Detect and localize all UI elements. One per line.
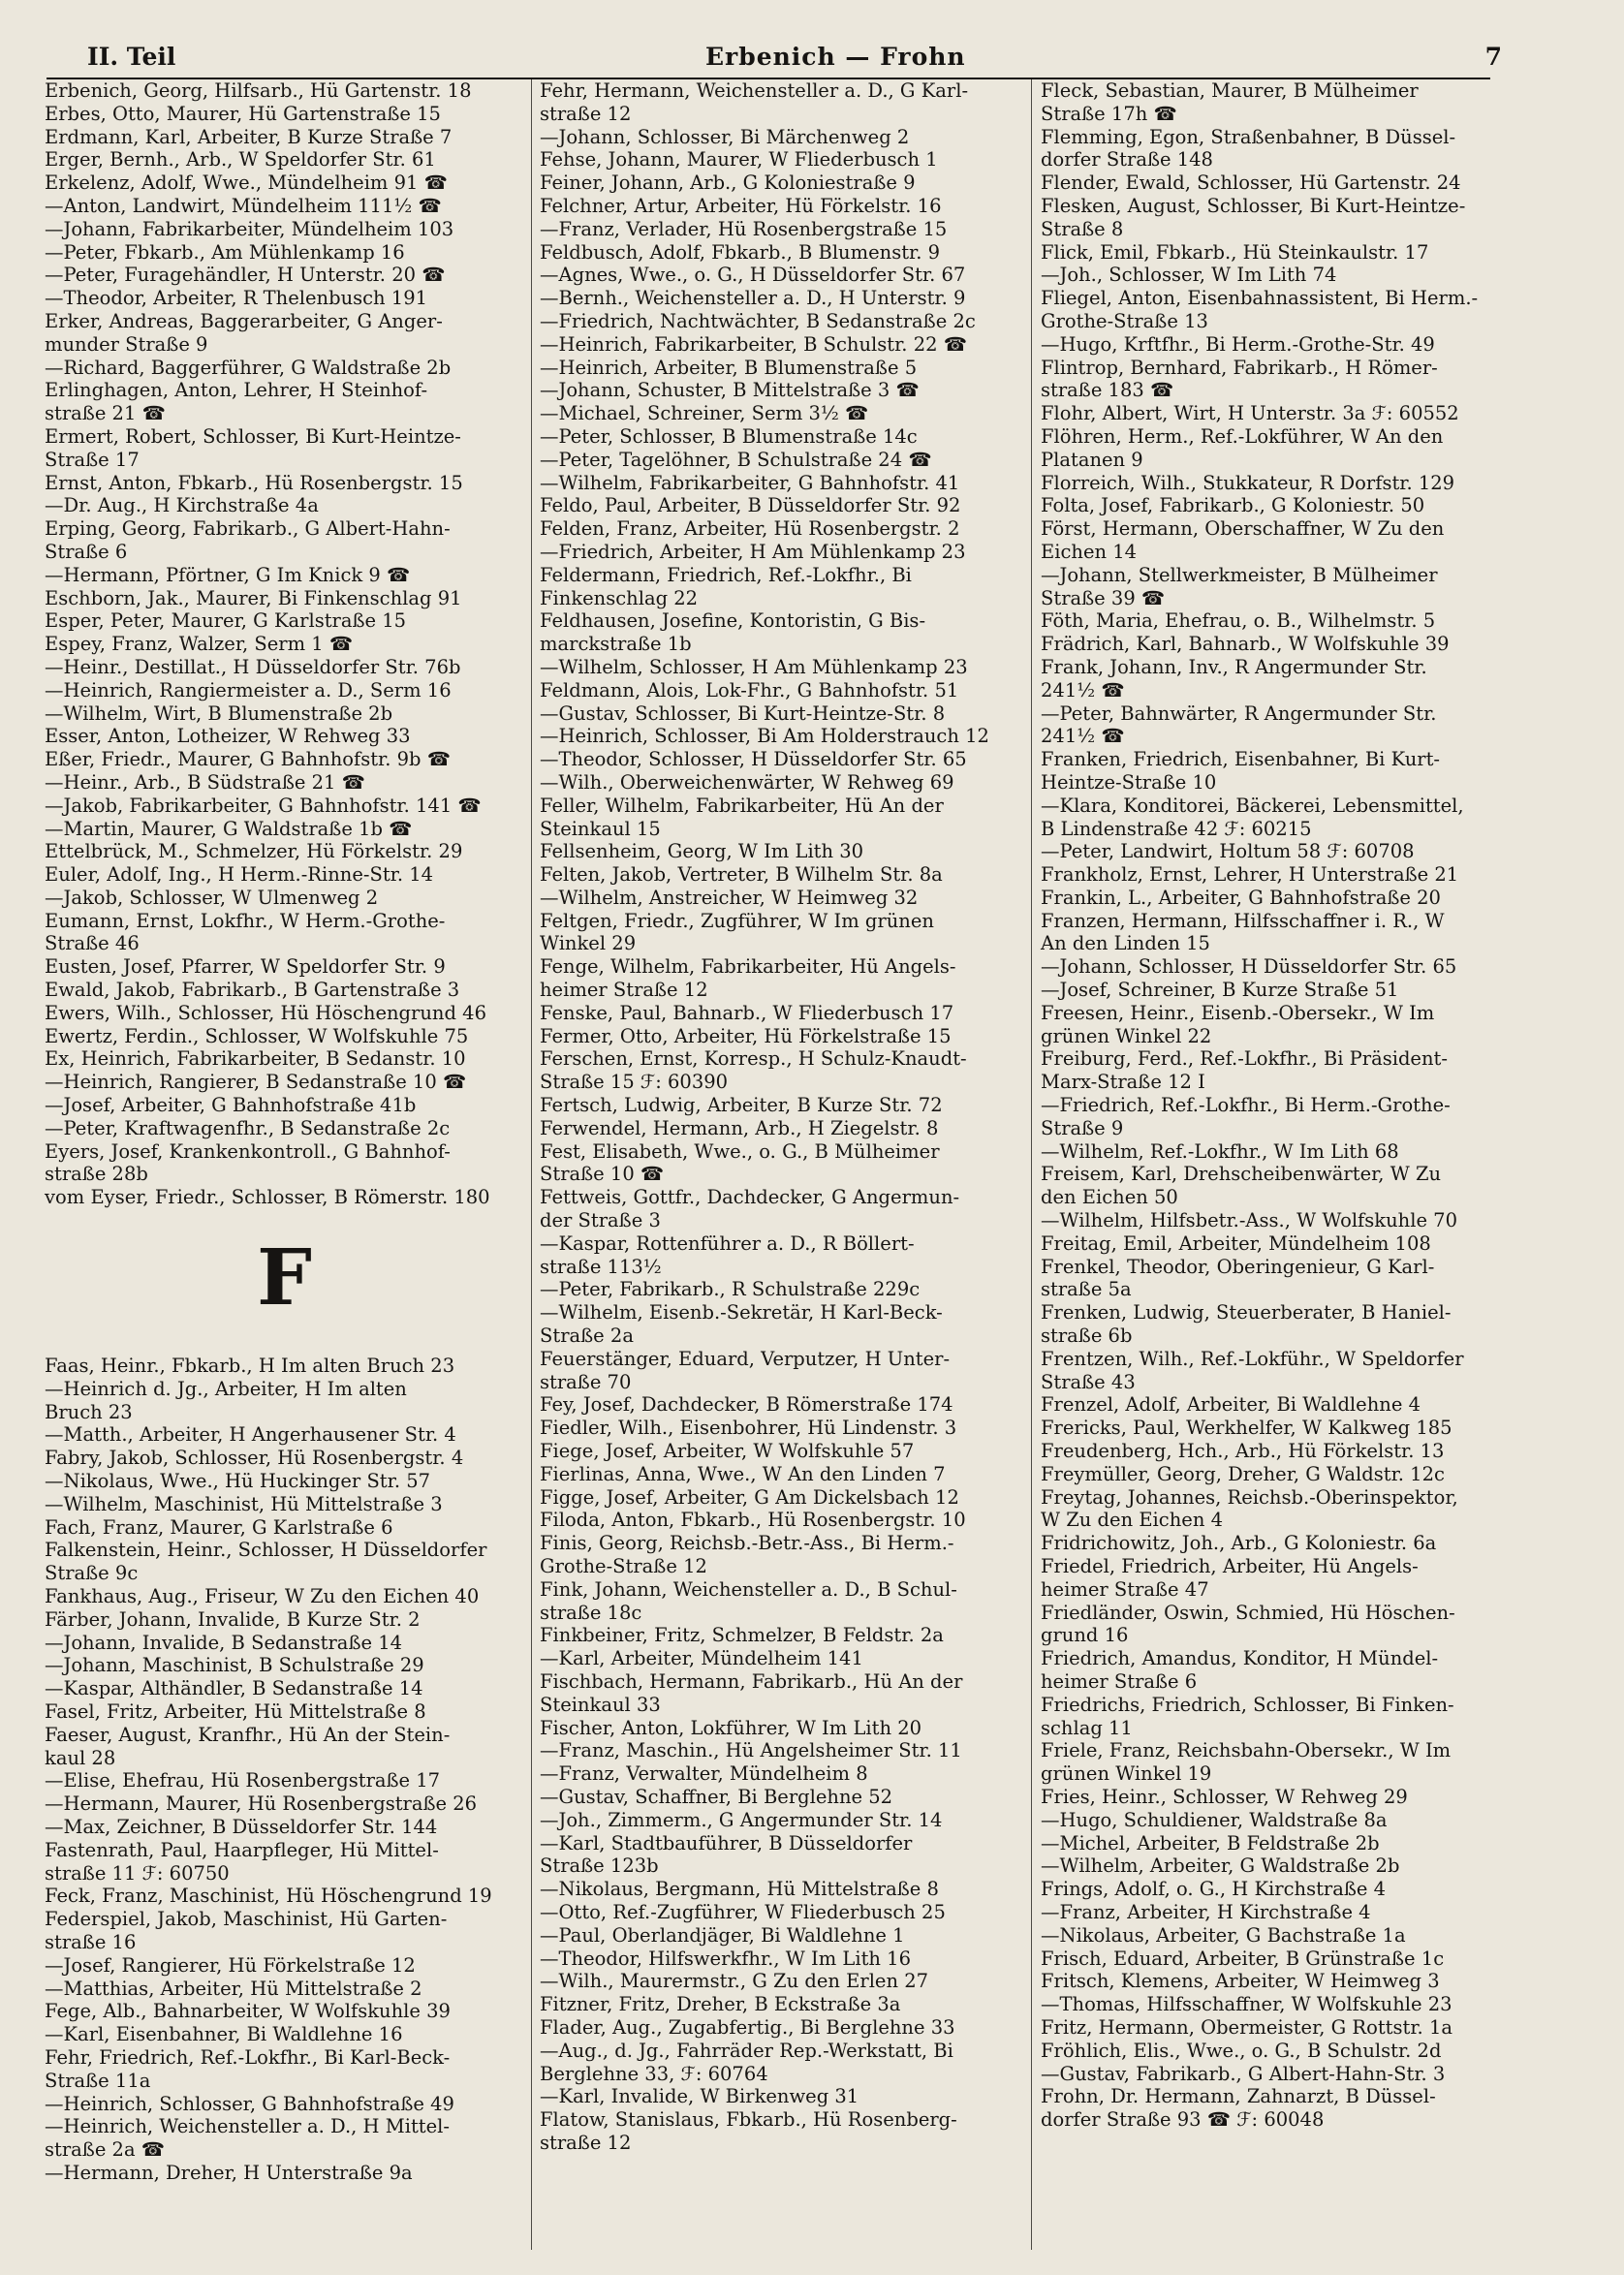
directory-entry: —Peter, Furagehändler, H Unterstr. 20 ☎	[45, 264, 446, 287]
directory-entry: —Peter, Tagelöhner, B Schulstraße 24 ☎	[540, 448, 932, 471]
directory-entry: Straße 8	[1041, 217, 1124, 240]
directory-entry: Fest, Elisabeth, Wwe., o. G., B Mülheimer	[540, 1139, 940, 1163]
directory-entry: Erkelenz, Adolf, Wwe., Mündelheim 91 ☎	[45, 171, 448, 195]
directory-entry: Föth, Maria, Ehefrau, o. B., Wilhelmstr. 5	[1041, 609, 1436, 633]
directory-entry: —Otto, Ref.-Zugführer, W Fliederbusch 25	[540, 1900, 946, 1923]
directory-entry: Franzen, Hermann, Hilfsschaffner i. R., W	[1041, 909, 1445, 932]
directory-entry: —Wilh., Maurermstr., G Zu den Erlen 27	[540, 1970, 929, 1993]
directory-entry: Frenken, Ludwig, Steuerberater, B Haniel-	[1041, 1301, 1452, 1324]
directory-entry: —Gustav, Schaffner, Bi Berglehne 52	[540, 1785, 893, 1808]
directory-entry: —Dr. Aug., H Kirchstraße 4a	[45, 494, 319, 517]
directory-entry: —Heinrich, Rangierer, B Sedanstraße 10 ☎	[45, 1071, 467, 1094]
directory-entry: straße 183 ☎	[1041, 379, 1174, 402]
directory-entry: Fertsch, Ludwig, Arbeiter, B Kurze Str. 72	[540, 1094, 943, 1117]
directory-entry: Friedrich, Amandus, Konditor, H Mündel-	[1041, 1647, 1439, 1670]
directory-entry: Ewald, Jakob, Fabrikarb., B Gartenstraße 3	[45, 979, 460, 1002]
directory-entry: —Nikolaus, Wwe., Hü Huckinger Str. 57	[45, 1470, 431, 1493]
directory-entry: Grothe-Straße 12	[540, 1555, 707, 1577]
directory-entry: Fischer, Anton, Lokführer, W Im Lith 20	[540, 1716, 922, 1739]
directory-entry: —Agnes, Wwe., o. G., H Düsseldorfer Str. 67	[540, 264, 966, 287]
directory-entry: B Lindenstraße 42 ℱ: 60215	[1041, 817, 1312, 840]
directory-entry: Fastenrath, Paul, Haarpfleger, Hü Mittel-	[45, 1838, 439, 1861]
directory-entry: Erdmann, Karl, Arbeiter, B Kurze Straße 7	[45, 125, 453, 148]
directory-entry: Straße 9c	[45, 1562, 139, 1585]
directory-entry: —Johann, Invalide, B Sedanstraße 14	[45, 1631, 403, 1654]
directory-entry: Frankholz, Ernst, Lehrer, H Unterstraße 21	[1041, 863, 1459, 887]
directory-entry: —Heinr., Arb., B Südstraße 21 ☎	[45, 770, 365, 794]
directory-entry: Felchner, Artur, Arbeiter, Hü Förkelstr. 16	[540, 194, 942, 217]
directory-entry: —Jakob, Fabrikarbeiter, G Bahnhofstr. 141 ☎	[45, 794, 482, 817]
directory-entry: Straße 39 ☎	[1041, 586, 1166, 609]
directory-entry: —Friedrich, Nachtwächter, B Sedanstraße 2c	[540, 309, 976, 332]
directory-entry: —Hermann, Pförtner, G Im Knick 9 ☎	[45, 563, 411, 586]
directory-entry: —Heinrich, Weichensteller a. D., H Mittel-	[45, 2115, 451, 2138]
directory-entry: —Wilhelm, Arbeiter, G Waldstraße 2b	[1041, 1854, 1400, 1878]
directory-entry: Feldbusch, Adolf, Fbkarb., B Blumenstr. 9	[540, 240, 941, 264]
directory-entry: straße 12	[540, 102, 632, 125]
directory-entry: Feldermann, Friedrich, Ref.-Lokfhr., Bi	[540, 563, 912, 586]
directory-entry: —Gustav, Schlosser, Bi Kurt-Heintze-Str. 8	[540, 701, 946, 725]
directory-entry: Frädrich, Karl, Bahnarb., W Wolfskuhle 39	[1041, 633, 1450, 656]
directory-entry: Fehr, Friedrich, Ref.-Lokfhr., Bi Karl-Beck-	[45, 2045, 451, 2069]
directory-entry: straße 18c	[540, 1601, 642, 1624]
directory-entry: —Peter, Landwirt, Holtum 58 ℱ: 60708	[1041, 840, 1415, 863]
directory-entry: Berglehne 33, ℱ: 60764	[540, 2062, 768, 2085]
directory-entry: Friedrichs, Friedrich, Schlosser, Bi Finken-	[1041, 1693, 1454, 1716]
directory-entry: —Heinrich, Rangiermeister a. D., Serm 16	[45, 678, 452, 701]
directory-entry: —Hugo, Schuldiener, Waldstraße 8a	[1041, 1808, 1388, 1831]
directory-entry: Först, Hermann, Oberschaffner, W Zu den	[1041, 517, 1445, 541]
directory-entry: straße 70	[540, 1370, 632, 1393]
directory-entry: —Wilhelm, Anstreicher, W Heimweg 32	[540, 886, 919, 909]
directory-entry: Marx-Straße 12 I	[1041, 1071, 1205, 1094]
directory-entry: —Karl, Invalide, W Birkenweg 31	[540, 2085, 859, 2108]
directory-entry: —Matth., Arbeiter, H Angerhausener Str. 4	[45, 1423, 456, 1447]
directory-entry: Finkbeiner, Fritz, Schmelzer, B Feldstr. 2a	[540, 1624, 944, 1647]
directory-entry: Flick, Emil, Fbkarb., Hü Steinkaulstr. 17	[1041, 240, 1429, 264]
directory-entry: Straße 10 ☎	[540, 1163, 665, 1186]
directory-entry: Ernst, Anton, Fbkarb., Hü Rosenbergstr. 15	[45, 471, 463, 494]
directory-entry: An den Linden 15	[1041, 932, 1210, 955]
directory-entry: Feck, Franz, Maschinist, Hü Höschengrund 19	[45, 1885, 492, 1908]
directory-entry: dorfer Straße 93 ☎ ℱ: 60048	[1041, 2108, 1325, 2132]
directory-entry: Felten, Jakob, Vertreter, B Wilhelm Str. 8a	[540, 863, 943, 887]
directory-entry: Freisem, Karl, Drehscheibenwärter, W Zu	[1041, 1163, 1442, 1186]
page-number: 7	[1484, 43, 1502, 71]
directory-entry: Fröhlich, Elis., Wwe., o. G., B Schulstr. 2d	[1041, 2039, 1442, 2062]
directory-entry: Fleck, Sebastian, Maurer, B Mülheimer	[1041, 79, 1419, 102]
directory-entry: den Eichen 50	[1041, 1186, 1178, 1209]
directory-entry: —Elise, Ehefrau, Hü Rosenbergstraße 17	[45, 1769, 441, 1792]
directory-entry: Straße 9	[1041, 1116, 1124, 1139]
directory-entry: —Michel, Arbeiter, B Feldstraße 2b	[1041, 1831, 1380, 1854]
directory-entry: Fierlinas, Anna, Wwe., W An den Linden 7	[540, 1462, 946, 1485]
directory-entry: Friedel, Friedrich, Arbeiter, Hü Angels-	[1041, 1555, 1419, 1577]
directory-entry: Straße 17	[45, 448, 140, 471]
directory-entry: Eyers, Josef, Krankenkontroll., G Bahnhof-	[45, 1139, 451, 1163]
directory-entry: straße 11 ℱ: 60750	[45, 1861, 230, 1885]
directory-entry: Franken, Friedrich, Eisenbahner, Bi Kurt-	[1041, 748, 1441, 771]
directory-entry: Esper, Peter, Maurer, G Karlstraße 15	[45, 609, 407, 633]
directory-entry: Fenske, Paul, Bahnarb., W Fliederbusch 17	[540, 1001, 954, 1024]
directory-entry: —Johann, Schlosser, H Düsseldorfer Str. 65	[1041, 955, 1457, 979]
directory-entry: Feltgen, Friedr., Zugführer, W Im grünen	[540, 909, 934, 932]
directory-entry: —Karl, Eisenbahner, Bi Waldlehne 16	[45, 2023, 403, 2046]
directory-entry: Freitag, Emil, Arbeiter, Mündelheim 108	[1041, 1231, 1431, 1255]
directory-entry: W Zu den Eichen 4	[1041, 1509, 1223, 1532]
directory-entry: Ewertz, Ferdin., Schlosser, W Wolfskuhle 75	[45, 1024, 469, 1047]
directory-entry: Frankin, L., Arbeiter, G Bahnhofstraße 20	[1041, 886, 1441, 909]
directory-entry: —Hermann, Dreher, H Unterstraße 9a	[45, 2161, 413, 2184]
directory-entry: Fasel, Fritz, Arbeiter, Hü Mittelstraße 8	[45, 1700, 426, 1723]
directory-entry: Feldhausen, Josefine, Kontoristin, G Bis-	[540, 609, 926, 633]
directory-entry: Felden, Franz, Arbeiter, Hü Rosenbergstr. 2	[540, 517, 960, 541]
directory-entry: Freudenberg, Hch., Arb., Hü Förkelstr. 13	[1041, 1440, 1445, 1463]
directory-entry: Fabry, Jakob, Schlosser, Hü Rosenbergstr. 4	[45, 1447, 464, 1470]
directory-entry: Eichen 14	[1041, 540, 1138, 563]
part-label: II. Teil	[87, 43, 176, 71]
directory-entry: —Matthias, Arbeiter, Hü Mittelstraße 2	[45, 1977, 422, 2000]
entry-list	[45, 79, 524, 1209]
directory-entry: —Peter, Fbkarb., Am Mühlenkamp 16	[45, 240, 405, 264]
directory-entry: der Straße 3	[540, 1209, 661, 1232]
directory-entry: —Wilhelm, Hilfsbetr.-Ass., W Wolfskuhle 70	[1041, 1209, 1457, 1232]
directory-entry: Feldmann, Alois, Lok-Fhr., G Bahnhofstr. 51	[540, 678, 959, 701]
directory-entry: Euler, Adolf, Ing., H Herm.-Rinne-Str. 14	[45, 863, 434, 887]
directory-entry: Straße 46	[45, 932, 140, 955]
directory-entry: —Heinrich, Schlosser, G Bahnhofstraße 49	[45, 2092, 454, 2115]
directory-entry: Straße 6	[45, 540, 128, 563]
directory-entry: —Wilhelm, Eisenb.-Sekretär, H Karl-Beck-	[540, 1301, 943, 1324]
directory-entry: Frenzel, Adolf, Arbeiter, Bi Waldlehne 4	[1041, 1393, 1421, 1417]
directory-entry: —Joh., Schlosser, W Im Lith 74	[1041, 264, 1337, 287]
directory-entry: Espey, Franz, Walzer, Serm 1 ☎	[45, 633, 354, 656]
directory-entry: Winkel 29	[540, 932, 637, 955]
directory-entry: —Max, Zeichner, B Düsseldorfer Str. 144	[45, 1815, 438, 1838]
directory-entry: Fettweis, Gottfr., Dachdecker, G Angermun-	[540, 1186, 960, 1209]
directory-entry: Heintze-Straße 10	[1041, 770, 1217, 794]
column-divider	[1031, 79, 1032, 2250]
directory-entry: straße 12	[540, 2131, 632, 2154]
directory-entry: kaul 28	[45, 1746, 116, 1769]
directory-entry: —Theodor, Schlosser, H Düsseldorfer Str. 65	[540, 748, 967, 771]
directory-entry: Flesken, August, Schlosser, Bi Kurt-Heintze-	[1041, 194, 1466, 217]
directory-entry: Figge, Josef, Arbeiter, G Am Dickelsbach 12	[540, 1485, 959, 1509]
directory-entry: Straße 123b	[540, 1854, 659, 1878]
directory-entry: Frenkel, Theodor, Oberingenieur, G Karl-	[1041, 1255, 1435, 1278]
directory-entry: Ettelbrück, M., Schmelzer, Hü Förkelstr. 29	[45, 840, 463, 863]
column-3	[1041, 79, 1520, 2132]
directory-entry: —Wilhelm, Fabrikarbeiter, G Bahnhofstr. 41	[540, 471, 960, 494]
directory-entry: —Wilh., Oberweichenwärter, W Rehweg 69	[540, 770, 954, 794]
directory-entry: —Johann, Maschinist, B Schulstraße 29	[45, 1654, 424, 1677]
directory-entry: Finis, Georg, Reichsb.-Betr.-Ass., Bi Herm.-	[540, 1532, 954, 1555]
directory-entry: Flintrop, Bernhard, Fabrikarb., H Römer-	[1041, 356, 1438, 379]
entry-list	[45, 1355, 524, 2185]
directory-entry: straße 2a ☎	[45, 2138, 166, 2162]
directory-entry: Falkenstein, Heinr., Schlosser, H Düsseldorfer	[45, 1539, 487, 1562]
directory-entry: Fehse, Johann, Maurer, W Fliederbusch 1	[540, 148, 938, 171]
directory-entry: —Heinrich, Fabrikarbeiter, B Schulstr. 22 ☎	[540, 332, 968, 356]
directory-entry: Fiege, Josef, Arbeiter, W Wolfskuhle 57	[540, 1440, 915, 1463]
directory-entry: —Johann, Fabrikarbeiter, Mündelheim 103	[45, 217, 454, 240]
directory-entry: schlag 11	[1041, 1716, 1133, 1739]
directory-entry: —Thomas, Hilfsschaffner, W Wolfskuhle 23	[1041, 1993, 1452, 2016]
directory-entry: Straße 2a	[540, 1324, 634, 1348]
directory-entry: —Josef, Arbeiter, G Bahnhofstraße 41b	[45, 1094, 417, 1117]
directory-entry: Frisch, Eduard, Arbeiter, B Grünstraße 1c	[1041, 1947, 1445, 1970]
directory-entry: 241½ ☎	[1041, 725, 1125, 748]
directory-entry: —Klara, Konditorei, Bäckerei, Lebensmittel,	[1041, 794, 1464, 817]
directory-entry: dorfer Straße 148	[1041, 148, 1213, 171]
directory-entry: —Wilhelm, Maschinist, Hü Mittelstraße 3	[45, 1492, 443, 1515]
directory-entry: Fey, Josef, Dachdecker, B Römerstraße 174	[540, 1393, 953, 1417]
directory-entry: —Paul, Oberlandjäger, Bi Waldlehne 1	[540, 1923, 905, 1947]
directory-entry: Fenge, Wilhelm, Fabrikarbeiter, Hü Angels-	[540, 955, 956, 979]
directory-entry: Feldo, Paul, Arbeiter, B Düsseldorfer Str. 92	[540, 494, 961, 517]
directory-entry: Fries, Heinr., Schlosser, W Rehweg 29	[1041, 1785, 1408, 1808]
directory-entry: Friedländer, Oswin, Schmied, Hü Höschen-	[1041, 1601, 1455, 1624]
directory-entry: —Martin, Maurer, G Waldstraße 1b ☎	[45, 817, 413, 840]
directory-entry: —Peter, Fabrikarb., R Schulstraße 229c	[540, 1278, 921, 1301]
directory-entry: —Johann, Schuster, B Mittelstraße 3 ☎	[540, 379, 920, 402]
directory-entry: Erbenich, Georg, Hilfsarb., Hü Gartenstr. 18	[45, 79, 472, 102]
directory-entry: —Kaspar, Rottenführer a. D., R Böllert-	[540, 1231, 915, 1255]
directory-entry: 241½ ☎	[1041, 678, 1125, 701]
directory-entry: —Peter, Kraftwagenfhr., B Sedanstraße 2c	[45, 1116, 451, 1139]
directory-entry: Ex, Heinrich, Fabrikarbeiter, B Sedanstr. 10	[45, 1047, 466, 1071]
directory-entry: —Franz, Verlader, Hü Rosenbergstraße 15	[540, 217, 948, 240]
directory-entry: Frank, Johann, Inv., R Angermunder Str.	[1041, 655, 1427, 678]
entry-list	[1041, 79, 1520, 2132]
directory-entry: Ferschen, Ernst, Korresp., H Schulz-Knaudt-	[540, 1047, 967, 1071]
directory-entry: —Heinr., Destillat., H Düsseldorfer Str. 76b	[45, 655, 461, 678]
directory-entry: Fliegel, Anton, Eisenbahnassistent, Bi Herm.-	[1041, 287, 1479, 310]
directory-entry: Fiedler, Wilh., Eisenbohrer, Hü Lindenstr. 3	[540, 1417, 957, 1440]
directory-entry: Eschborn, Jak., Maurer, Bi Finkenschlag 91	[45, 586, 462, 609]
directory-entry: —Johann, Stellwerkmeister, B Mülheimer	[1041, 563, 1438, 586]
directory-entry: Freiburg, Ferd., Ref.-Lokfhr., Bi Präsident-	[1041, 1047, 1448, 1071]
directory-entry: —Peter, Bahnwärter, R Angermunder Str.	[1041, 701, 1437, 725]
directory-entry: vom Eyser, Friedr., Schlosser, B Römerstr. 180	[45, 1186, 490, 1209]
entry-list	[540, 79, 1019, 2155]
directory-entry: Flader, Aug., Zugabfertig., Bi Berglehne 33	[540, 2015, 955, 2039]
directory-entry: Friele, Franz, Reichsbahn-Obersekr., W Im	[1041, 1739, 1452, 1762]
directory-entry: Finkenschlag 22	[540, 586, 699, 609]
directory-entry: Freymüller, Georg, Dreher, G Waldstr. 12c	[1041, 1462, 1445, 1485]
directory-entry: Feuerstänger, Eduard, Verputzer, H Unter-	[540, 1347, 951, 1370]
directory-entry: —Friedrich, Ref.-Lokfhr., Bi Herm.-Grothe-	[1041, 1094, 1451, 1117]
directory-entry: Flender, Ewald, Schlosser, Hü Gartenstr. 24	[1041, 171, 1461, 195]
directory-entry: munder Straße 9	[45, 332, 208, 356]
directory-entry: Ermert, Robert, Schlosser, Bi Kurt-Heintze-	[45, 424, 461, 448]
directory-entry: Freesen, Heinr., Eisenb.-Obersekr., W Im	[1041, 1001, 1435, 1024]
column-divider	[531, 79, 532, 2250]
directory-entry: grünen Winkel 19	[1041, 1762, 1212, 1786]
directory-entry: straße 5a	[1041, 1278, 1132, 1301]
directory-entry: —Wilhelm, Wirt, B Blumenstraße 2b	[45, 701, 393, 725]
directory-entry: —Aug., d. Jg., Fahrräder Rep.-Werkstatt, Bi	[540, 2039, 953, 2062]
directory-entry: Ferwendel, Hermann, Arb., H Ziegelstr. 8	[540, 1116, 939, 1139]
directory-entry: straße 16	[45, 1930, 137, 1953]
directory-entry: —Josef, Schreiner, B Kurze Straße 51	[1041, 979, 1399, 1002]
directory-entry: Straße 11a	[45, 2069, 151, 2092]
directory-entry: —Anton, Landwirt, Mündelheim 111½ ☎	[45, 194, 442, 217]
directory-entry: straße 28b	[45, 1163, 148, 1186]
directory-entry: —Heinrich, Schlosser, Bi Am Holderstrauch 12	[540, 725, 989, 748]
directory-entry: —Richard, Baggerführer, G Waldstraße 2b	[45, 356, 452, 379]
directory-entry: Bruch 23	[45, 1400, 133, 1423]
directory-entry: —Michael, Schreiner, Serm 3½ ☎	[540, 402, 869, 425]
directory-entry: Fermer, Otto, Arbeiter, Hü Förkelstraße 15	[540, 1024, 952, 1047]
directory-entry: Faas, Heinr., Fbkarb., H Im alten Bruch 23	[45, 1355, 455, 1378]
directory-entry: Feller, Wilhelm, Fabrikarbeiter, Hü An der	[540, 794, 944, 817]
directory-entry: Eusten, Josef, Pfarrer, W Speldorfer Str. 9	[45, 955, 446, 979]
directory-entry: Platanen 9	[1041, 448, 1143, 471]
directory-entry: Freytag, Johannes, Reichsb.-Oberinspektor,	[1041, 1485, 1458, 1509]
directory-entry: Färber, Johann, Invalide, B Kurze Str. 2	[45, 1607, 421, 1631]
directory-entry: Erlinghagen, Anton, Lehrer, H Steinhof-	[45, 379, 428, 402]
directory-entry: —Theodor, Arbeiter, R Thelenbusch 191	[45, 287, 428, 310]
directory-entry: Faeser, August, Kranfhr., Hü An der Stein-	[45, 1723, 451, 1746]
directory-entry: —Heinrich, Arbeiter, B Blumenstraße 5	[540, 356, 918, 379]
directory-entry: —Wilhelm, Ref.-Lokfhr., W Im Lith 68	[1041, 1139, 1399, 1163]
directory-entry: —Nikolaus, Bergmann, Hü Mittelstraße 8	[540, 1878, 939, 1901]
directory-entry: Fitzner, Fritz, Dreher, B Eckstraße 3a	[540, 1993, 901, 2016]
directory-entry: Erbes, Otto, Maurer, Hü Gartenstraße 15	[45, 102, 441, 125]
directory-entry: —Friedrich, Arbeiter, H Am Mühlenkamp 23	[540, 540, 966, 563]
directory-entry: Steinkaul 33	[540, 1693, 661, 1716]
directory-entry: straße 21 ☎	[45, 402, 166, 425]
directory-entry: Frohn, Dr. Hermann, Zahnarzt, B Düssel-	[1041, 2085, 1436, 2108]
directory-entry: heimer Straße 47	[1041, 1577, 1209, 1601]
directory-entry: —Bernh., Weichensteller a. D., H Unterstr. 9	[540, 287, 966, 310]
directory-entry: Fankhaus, Aug., Friseur, W Zu den Eichen 40	[45, 1585, 480, 1608]
directory-entry: Fischbach, Hermann, Fabrikarb., Hü An der	[540, 1669, 963, 1693]
directory-entry: Flemming, Egon, Straßenbahner, B Düssel-	[1041, 125, 1456, 148]
directory-entry: —Karl, Stadtbauführer, B Düsseldorfer	[540, 1831, 913, 1854]
directory-entry: Federspiel, Jakob, Maschinist, Hü Garten-	[45, 1908, 448, 1931]
directory-entry: —Franz, Maschin., Hü Angelsheimer Str. 11	[540, 1739, 962, 1762]
column-2	[540, 79, 1019, 2155]
directory-entry: Fellsenheim, Georg, W Im Lith 30	[540, 840, 864, 863]
directory-entry: Fach, Franz, Maurer, G Karlstraße 6	[45, 1515, 393, 1539]
directory-entry: —Franz, Arbeiter, H Kirchstraße 4	[1041, 1900, 1371, 1923]
directory-entry: Frings, Adolf, o. G., H Kirchstraße 4	[1041, 1878, 1387, 1901]
directory-entry: —Peter, Schlosser, B Blumenstraße 14c	[540, 424, 918, 448]
directory-entry: Erger, Bernh., Arb., W Speldorfer Str. 61	[45, 148, 436, 171]
directory-entry: Grothe-Straße 13	[1041, 309, 1208, 332]
directory-entry: —Jakob, Schlosser, W Ulmenweg 2	[45, 886, 379, 909]
directory-entry: —Hugo, Krftfhr., Bi Herm.-Grothe-Str. 49	[1041, 332, 1435, 356]
directory-entry: Fege, Alb., Bahnarbeiter, W Wolfskuhle 39	[45, 2000, 451, 2023]
directory-entry: —Nikolaus, Arbeiter, G Bachstraße 1a	[1041, 1923, 1406, 1947]
directory-entry: Fridrichowitz, Joh., Arb., G Koloniestr. 6a	[1041, 1532, 1437, 1555]
directory-entry: grund 16	[1041, 1624, 1129, 1647]
directory-entry: —Kaspar, Althändler, B Sedanstraße 14	[45, 1677, 423, 1700]
directory-entry: Fritsch, Klemens, Arbeiter, W Heimweg 3	[1041, 1970, 1440, 1993]
directory-entry: Straße 17h ☎	[1041, 102, 1177, 125]
directory-entry: Esser, Anton, Lotheizer, W Rehweg 33	[45, 725, 411, 748]
section-initial: F	[257, 1231, 312, 1324]
directory-entry: —Franz, Verwalter, Mündelheim 8	[540, 1762, 868, 1786]
directory-entry: Straße 43	[1041, 1370, 1136, 1393]
directory-entry: Frericks, Paul, Werkhelfer, W Kalkweg 185	[1041, 1417, 1452, 1440]
directory-entry: marckstraße 1b	[540, 633, 692, 656]
directory-entry: —Karl, Arbeiter, Mündelheim 141	[540, 1647, 863, 1670]
directory-entry: Flöhren, Herm., Ref.-Lokführer, W An den	[1041, 424, 1444, 448]
directory-entry: Fritz, Hermann, Obermeister, G Rottstr. 1a	[1041, 2015, 1452, 2039]
directory-entry: Erping, Georg, Fabrikarb., G Albert-Hahn-	[45, 517, 451, 541]
name-range: Erbenich — Frohn	[705, 43, 966, 71]
directory-entry: grünen Winkel 22	[1041, 1024, 1212, 1047]
directory-entry: Eumann, Ernst, Lokfhr., W Herm.-Grothe-	[45, 909, 446, 932]
directory-entry: Flatow, Stanislaus, Fbkarb., Hü Rosenberg-	[540, 2108, 957, 2132]
directory-entry: Eßer, Friedr., Maurer, G Bahnhofstr. 9b ☎	[45, 748, 452, 771]
directory-entry: Folta, Josef, Fabrikarb., G Koloniestr. 50	[1041, 494, 1425, 517]
directory-entry: Flohr, Albert, Wirt, H Unterstr. 3a ℱ: 60552	[1041, 402, 1459, 425]
directory-entry: Fink, Johann, Weichensteller a. D., B Schul-	[540, 1577, 957, 1601]
directory-entry: straße 6b	[1041, 1324, 1133, 1348]
directory-entry: Frentzen, Wilh., Ref.-Lokführ., W Speldorfer	[1041, 1347, 1464, 1370]
directory-entry: —Gustav, Fabrikarb., G Albert-Hahn-Str. 3	[1041, 2062, 1446, 2085]
directory-entry: Erker, Andreas, Baggerarbeiter, G Anger-	[45, 309, 443, 332]
directory-entry: heimer Straße 12	[540, 979, 708, 1002]
page-header	[47, 39, 1502, 79]
directory-entry: —Wilhelm, Schlosser, H Am Mühlenkamp 23	[540, 655, 968, 678]
directory-entry: Feiner, Johann, Arb., G Koloniestraße 9	[540, 171, 916, 195]
directory-entry: —Joh., Zimmerm., G Angermunder Str. 14	[540, 1808, 943, 1831]
directory-entry: straße 113½	[540, 1255, 662, 1278]
directory-entry: Ewers, Wilh., Schlosser, Hü Höschengrund 46	[45, 1001, 486, 1024]
directory-entry: Steinkaul 15	[540, 817, 661, 840]
directory-entry: Straße 15 ℱ: 60390	[540, 1071, 729, 1094]
directory-entry: —Heinrich d. Jg., Arbeiter, H Im alten	[45, 1377, 407, 1400]
directory-entry: Fehr, Hermann, Weichensteller a. D., G Karl-	[540, 79, 969, 102]
directory-entry: heimer Straße 6	[1041, 1669, 1198, 1693]
directory-entry: —Hermann, Maurer, Hü Rosenbergstraße 26	[45, 1792, 478, 1816]
directory-entry: —Josef, Rangierer, Hü Förkelstraße 12	[45, 1953, 416, 1977]
column-1	[45, 79, 524, 2185]
directory-entry: —Johann, Schlosser, Bi Märchenweg 2	[540, 125, 910, 148]
directory-entry: Filoda, Anton, Fbkarb., Hü Rosenbergstr. 10	[540, 1509, 966, 1532]
directory-entry: Florreich, Wilh., Stukkateur, R Dorfstr. 129	[1041, 471, 1455, 494]
directory-entry: —Theodor, Hilfswerkfhr., W Im Lith 16	[540, 1947, 911, 1970]
